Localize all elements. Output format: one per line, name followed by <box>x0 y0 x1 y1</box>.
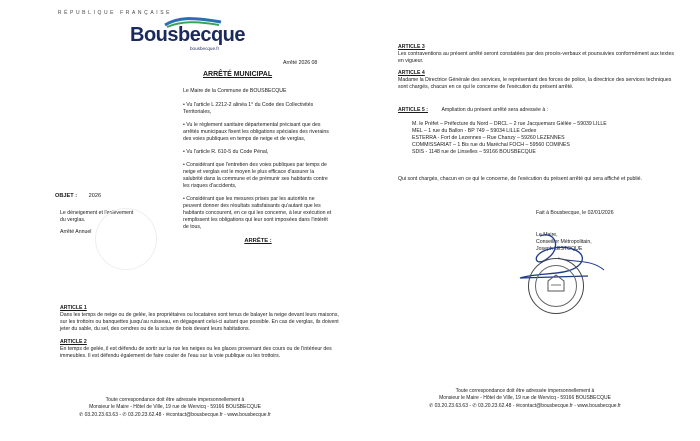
article-heading: ARTICLE 5 : <box>398 107 428 113</box>
article-text: En temps de gelée, il est défendu de sortir sur la rue les neiges ou les glaces provenant des cours ou de l'intérieur des immeubles. Il est défendu également de faire couler de l'eau sur la voie publique ou les trottoirs. <box>60 346 332 360</box>
article-heading: ARTICLE 4 <box>398 70 425 77</box>
faint-seal-icon <box>95 208 157 270</box>
preamble-item: • Considérant que l'entretien des voies publiques par temps de neige et verglas est le moyen le plus efficace d'assurer la salubrité dans la commune et de prémunir ses habitants contre les risques d'accidents, <box>183 162 333 190</box>
signature-role1: Le Maire, <box>536 232 558 238</box>
footer-line1: Toute correspondance doit être adressée impersonnellement à <box>455 388 595 394</box>
arrete-heading: ARRÊTE : <box>244 238 272 245</box>
document-title: ARRÊTÉ MUNICIPAL <box>203 71 273 78</box>
article-heading: ARTICLE 3 <box>398 44 425 50</box>
recipient: COMMISSARIAT – 1 Bis rue du Maréchal FOCH – 59560 COMINES <box>412 142 570 149</box>
mayor-line: Le Maire de la Commune de BOUSBECQUE <box>183 88 287 94</box>
article-heading: ARTICLE 1 <box>60 305 87 311</box>
footer-right <box>350 388 700 410</box>
footer-line2: Monsieur le Maire - Hôtel de Ville, 19 rue de Wervicq - 59166 BOUSBECQUE <box>439 395 611 402</box>
footer-line3: ✆ 03.20.23.63.63 - ✆ 03.20.23.62.48 - ✉contact@bousbecque.fr - www.bousbecque.fr <box>79 411 271 418</box>
footer-left <box>0 397 350 419</box>
articles-left <box>60 305 340 360</box>
closing-text: Qui sont chargés, chacun en ce qui le concerne, de l'exécution du présent arrêté qui sera affiché et publié. <box>398 176 642 182</box>
objet-label: OBJET : <box>55 193 78 199</box>
place-date: Fait à Bousbecque, le 02/01/2026 <box>536 210 614 216</box>
town-logo <box>130 16 260 50</box>
article-text: Les contraventions au présent arrêté seront constatées par des procès-verbaux et poursuivies conformément aux textes en vigueur. <box>398 51 674 65</box>
recipient: MEL – 1 rue du Ballon - BP 749 – 59034 LILLE Cedex <box>412 128 537 135</box>
objet-type: Arrêté Annuel <box>60 229 92 235</box>
footer-line1: Toute correspondance doit être adressée impersonnellement à <box>105 397 245 403</box>
article-heading: ARTICLE 2 <box>60 339 87 346</box>
logo-url: bousbecque.fr <box>190 46 220 51</box>
article5 <box>398 107 678 114</box>
logo-text: Bousbecque <box>130 24 246 46</box>
article-text: Dans les temps de neige ou de gelée, les propriétaires ou locataires sont tenus de balayer la neige devant leurs maisons, sur les trottoirs ou banquettes jusqu'au ruisseau, en dégageant celui-ci autant que possible. En cas de verglas, ils doivent jeter du sable, du sel, des cendres ou de la sciure de bois devant leurs habitations. <box>60 312 339 333</box>
signature-role2: Conseiller Métropolitain, <box>536 239 592 246</box>
footer-line2: Monsieur le Maire - Hôtel de Ville, 19 rue de Wervicq - 59166 BOUSBECQUE <box>89 404 261 411</box>
preamble-item: • Vu l'article R. 610-5 du Code Pénal, <box>183 149 333 156</box>
objet-block <box>55 193 115 201</box>
preamble-item: • Vu l'article L 2212-2 alinéa 1° du Code des Collectivités Territoriales, <box>183 102 333 116</box>
signature-name: Joseph LESTOQUE <box>536 246 583 253</box>
preamble-item: • Vu le règlement sanitaire départemental précisant que des arrêtés municipaux fixent les obligations spéciales des riverains des voies publiques en temps de neige et de verglas, <box>183 122 333 143</box>
preamble-item: • Considérant que les mesures prises par les autorités ne peuvent donner des résultats satisfaisants qu'autant que les habitants concourent, en ce qui les concerne, à leur exécution et remplissent les obligations qui leur sont imposées dans l'intérêt de tous, <box>183 196 333 231</box>
recipient: M. le Préfet – Préfecture du Nord – DRCL – 2 rue Jacquemars Giélée – 59039 LILLE <box>412 121 607 127</box>
objet-text: Le déneigement et l'enlèvement du verglas. <box>60 210 134 224</box>
town-seal-icon <box>528 258 584 314</box>
articles-right <box>398 44 678 91</box>
preamble <box>183 88 333 246</box>
article5-intro: Ampliation du présent arrêté sera adressée à : <box>441 107 549 113</box>
footer-line3: ✆ 03.20.23.63.63 - ✆ 03.20.23.62.48 - ✉contact@bousbecque.fr - www.bousbecque.fr <box>429 402 621 409</box>
recipients-list <box>412 121 682 156</box>
article-text: Madame la Directrice Générale des services, le représentant des forces de police, la directrice des services techniques sont chargés, chacun en ce qui le concerne de l'exécution du présent arrêté. <box>398 77 672 91</box>
objet-number: 2026 <box>88 193 102 199</box>
page-right <box>350 0 700 441</box>
reference: Arrêté 2026 08 <box>283 60 318 66</box>
recipient: ESTERRA - Fort de Lezennes – Rue Chanzy – 59260 LEZENNES <box>412 135 565 142</box>
republic-header: RÉPUBLIQUE FRANÇAISE <box>57 10 173 16</box>
recipient: SDIS - 1148 rue de Linselles – 59166 BOUSBECQUE <box>412 149 536 156</box>
